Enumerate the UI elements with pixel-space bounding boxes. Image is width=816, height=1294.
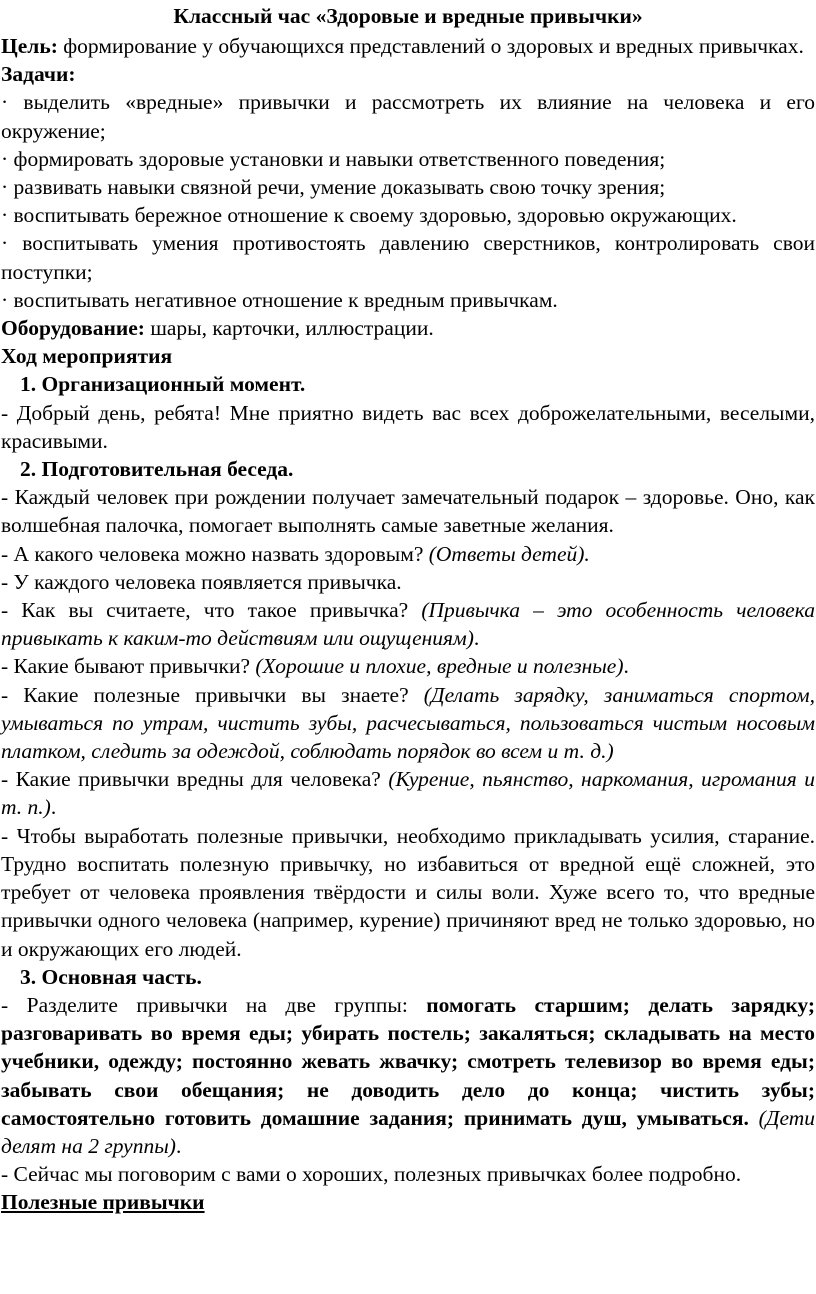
question-text: - Какие бывают привычки? [1,654,256,679]
task-item: · развивать навыки связной речи, умение доказывать свою точку зрения; [1,175,666,200]
task-item: · воспитывать негативное отношение к вредным привычкам. [1,287,558,312]
section2-heading: 2. Подготовительная беседа. [20,457,294,482]
instruction-text: - Разделите привычки на две группы: [1,992,427,1017]
section2-p6 [1,681,815,766]
equipment-label: Оборудование: [1,316,145,341]
goal-paragraph [1,32,815,60]
habits-list: помогать старшим; делать зарядку; разговаривать во время еды; убирать постель; закаляться; складывать на место учебники, одежду; постоянно жевать жвачку; смотреть телевизор во время еды; забывать свои обещания; не доводить дело до конца; чистить зубы; самостоятельно готовить домашние задания; принимать душ, умываться. [1,992,815,1130]
answer-text: (Ответы детей). [428,541,590,566]
section3-p1 [1,991,815,1160]
task-item: · воспитывать бережное отношение к своему здоровью, здоровью окружающих. [1,203,737,228]
section2-p4 [1,596,815,652]
equipment-text: шары, карточки, иллюстрации. [144,316,434,341]
section2-p5 [1,652,815,680]
goal-text: формирование у обучающихся представлений о здоровых и вредных привычках. [57,34,804,58]
equipment-paragraph [1,314,815,342]
section3-heading: 3. Основная часть. [20,964,202,989]
course-heading: Ход мероприятия [1,344,173,369]
question-text: - Как вы считаете, что такое привычка? [1,598,422,623]
section1-text: - Добрый день, ребята! Мне приятно видеть вас всех доброжелательными, веселыми, красивыми. [1,400,815,453]
task-item: · воспитывать умения противостоять давлению сверстников, контролировать свои поступки; [1,231,815,284]
question-text: - А какого человека можно назвать здоровым? [1,541,429,566]
page-title: Классный час «Здоровые и вредные привычки» [173,4,643,28]
section2-p7 [1,765,815,821]
section3-p2: - Сейчас мы поговорим с вами о хороших, полезных привычках более подробно. [1,1162,742,1187]
section2-p2 [1,540,815,568]
answer-text: (Курение, пьянство, наркомания, игромания и т. п.) [1,767,815,820]
period: . [623,654,629,679]
question-text: - Какие полезные привычки вы знаете? [1,682,424,707]
section1-heading: 1. Организационный момент. [20,372,306,397]
section2-p1: - Каждый человек при рождении получает замечательный подарок – здоровье. Оно, как волшебная палочка, помогает выполнять самые заветные желания. [1,485,815,538]
section2-p8: - Чтобы выработать полезные привычки, необходимо прикладывать усилия, старание. Трудно воспитать полезную привычку, но избавиться от вредной ещё сложней, это требует от человека проявления твёрдости и силы воли. Хуже всего то, что вредные привычки одного человека (например, курение) причиняют вред не только здоровью, но и окружающих его людей. [1,823,815,961]
answer-text: (Привычка – это особенность человека привыкать к каким-то действиям или ощущениям) [1,598,815,651]
question-text: - Какие привычки вредны для человека? [1,767,389,792]
section2-p3: - У каждого человека появляется привычка. [1,569,402,594]
period: . [50,795,57,820]
answer-text: (Дети делят на 2 группы) [1,1105,816,1158]
useful-habits-heading: Полезные привычки [1,1190,205,1215]
period: . [175,1133,182,1158]
task-item: · формировать здоровые установки и навыки ответственного поведения; [1,146,666,171]
task-item: · выделить «вредные» привычки и рассмотреть их влияние на человека и его окружение; [1,90,815,143]
period: . [473,626,480,651]
tasks-label: Задачи: [1,62,76,87]
goal-label: Цель: [1,34,58,58]
answer-text: (Хорошие и плохие, вредные и полезные) [255,654,624,679]
answer-text: (Делать зарядку, заниматься спортом, умываться по утрам, чистить зубы, расчесываться, пользоваться чистым носовым платком, следить за одеждой, соблюдать порядок во всем и т. д.) [1,682,815,764]
